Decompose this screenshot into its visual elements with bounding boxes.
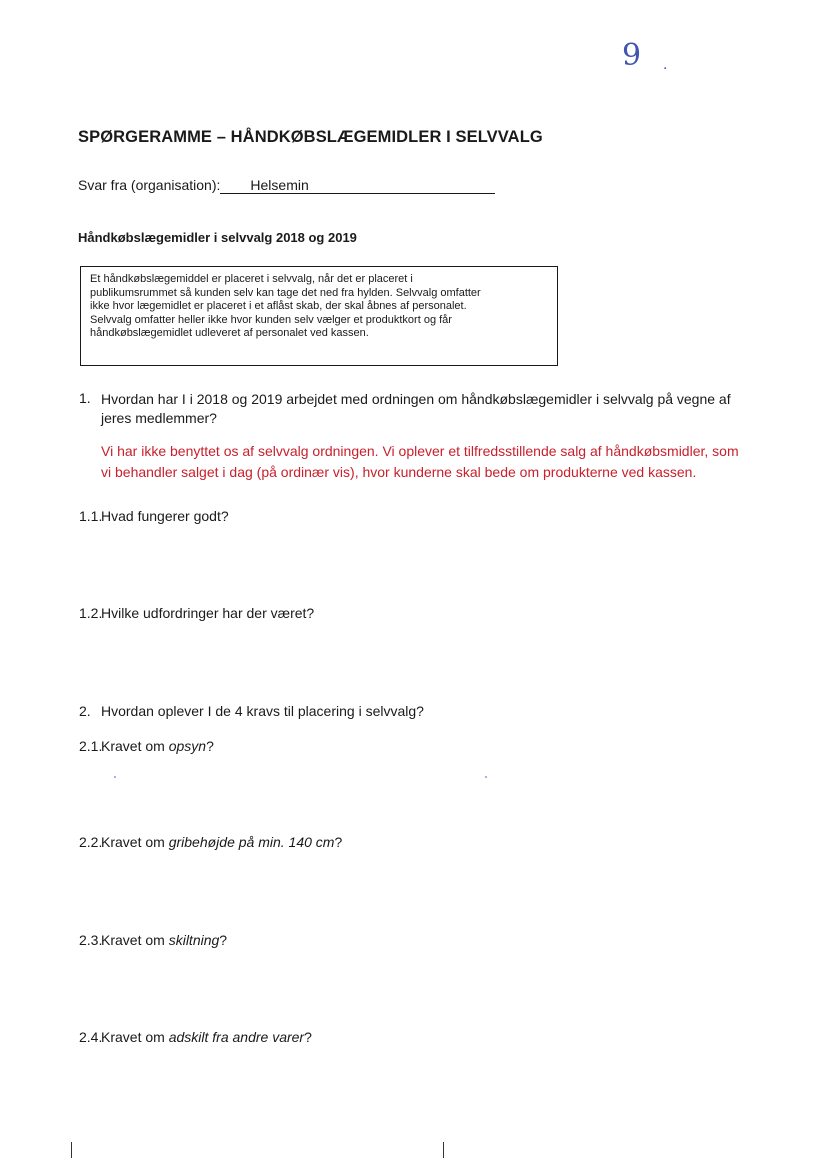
scan-edge-mark: [443, 1142, 444, 1158]
question-2-1-number: 2.1.: [79, 738, 103, 754]
handwritten-dot: .: [663, 56, 668, 73]
question-2-text: Hvordan oplever I de 4 kravs til placering i selvvalg?: [101, 703, 424, 719]
blank-underline: [220, 177, 250, 194]
question-2-3-number: 2.3.: [79, 932, 103, 948]
question-1-answer: [101, 441, 739, 483]
question-2-4-number: 2.4.: [79, 1029, 103, 1045]
question-2-2-number: 2.2.: [79, 834, 103, 850]
question-1-text: [101, 390, 731, 428]
text-prefix: Kravet om: [101, 834, 169, 850]
question-2-2-text: [101, 834, 342, 850]
definition-line: Selvvalg omfatter heller ikke hvor kunden selv vælger et produktkort og får: [90, 313, 452, 326]
answer-line: Vi har ikke benyttet os af selvvalg ordningen. Vi oplever et tilfredsstillende salg af håndkøbsmidler, som: [101, 443, 739, 459]
text-prefix: Kravet om: [101, 738, 169, 754]
question-1-1-number: 1.1.: [79, 508, 103, 524]
question-1-2-text: Hvilke udfordringer har der været?: [101, 605, 315, 621]
answer-line: vi behandler salget i dag (på ordinær vis), hvor kunderne skal bede om produkterne ved kassen.: [101, 464, 697, 480]
text-italic: gribehøjde på min. 140 cm: [168, 834, 335, 850]
organisation-value: Helsemin: [250, 177, 309, 193]
page-title: SPØRGERAMME – HÅNDKØBSLÆGEMIDLER I SELVVALG: [78, 128, 543, 146]
text-prefix: Kravet om: [101, 932, 169, 948]
question-2-number: 2.: [79, 703, 91, 719]
text-italic: adskilt fra andre varer: [168, 1029, 305, 1045]
text-suffix: ?: [206, 738, 214, 754]
text-suffix: ?: [219, 932, 228, 948]
text-suffix: ?: [334, 834, 343, 850]
blank-underline: [309, 177, 495, 194]
scan-speck: [485, 776, 487, 778]
question-1-number: 1.: [79, 390, 91, 406]
text-italic: opsyn: [168, 738, 207, 754]
section-subheading: Håndkøbslægemidler i selvvalg 2018 og 2019: [78, 230, 357, 245]
question-1-1-text: Hvad fungerer godt?: [101, 508, 229, 524]
scan-speck: [114, 776, 116, 778]
definition-box: [80, 266, 558, 366]
question-line: jeres medlemmer?: [101, 410, 217, 426]
text-italic: skiltning: [168, 932, 220, 948]
question-2-4-text: [101, 1029, 312, 1045]
question-2-3-text: [101, 932, 227, 948]
question-1-2-number: 1.2.: [79, 605, 103, 621]
definition-line: håndkøbslægemidlet udleveret af personalet ved kassen.: [90, 327, 369, 340]
text-suffix: ?: [304, 1029, 312, 1045]
definition-line: ikke hvor lægemidlet er placeret i et aflåst skab, der skal åbnes af personalet.: [90, 300, 467, 313]
scan-edge-mark: [71, 1142, 72, 1158]
organisation-answer-line: [78, 177, 495, 194]
handwritten-page-number: 9: [622, 38, 642, 73]
definition-line: publikumsrummet så kunden selv kan tage det ned fra hylden. Selvvalg omfatter: [90, 286, 481, 299]
question-2-1-text: [101, 738, 214, 754]
definition-line: Et håndkøbslægemiddel er placeret i selvvalg, når det er placeret i: [90, 273, 413, 285]
question-line: Hvordan har I i 2018 og 2019 arbejdet med ordningen om håndkøbslægemidler i selvvalg på vegne af: [101, 391, 731, 407]
text-prefix: Kravet om: [101, 1029, 169, 1045]
organisation-label: Svar fra (organisation):: [78, 177, 221, 193]
